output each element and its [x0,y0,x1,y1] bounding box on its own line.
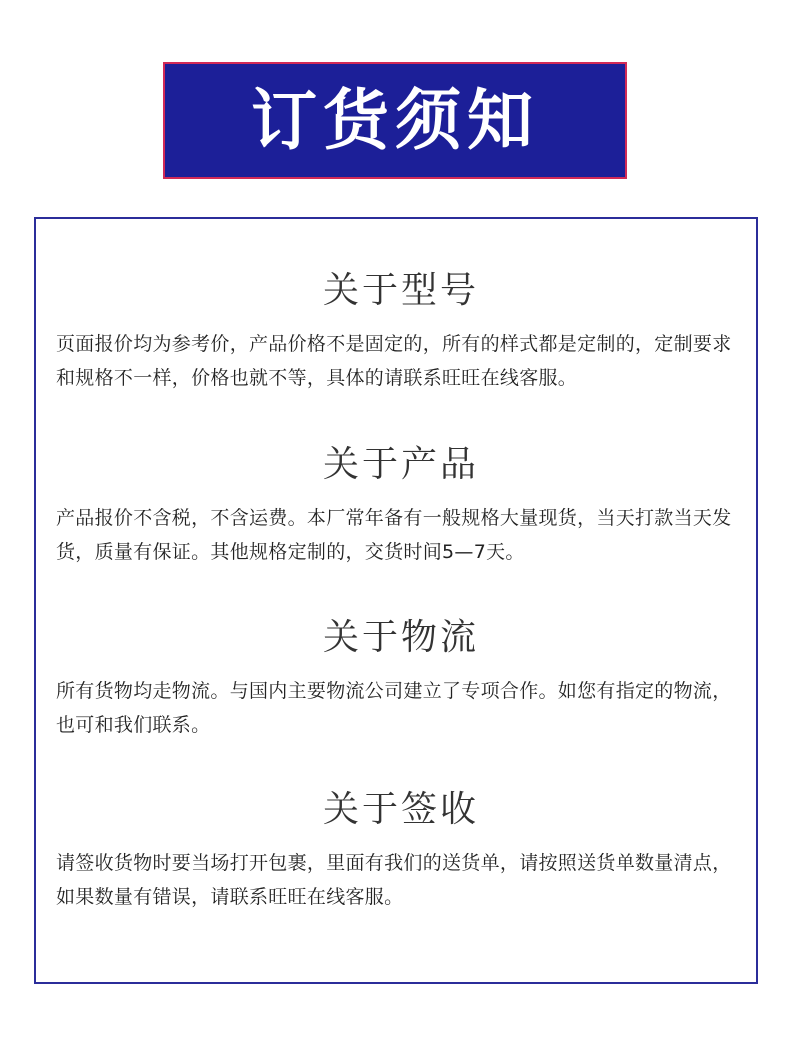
section-heading: 关于产品 [322,444,479,485]
section-logistics [56,617,746,742]
section-body: 产品报价不含税，不含运费。本厂常年备有一般规格大量现货，当天打款当天发货，质量有保证。其他规格定制的，交货时间5—7天。 [56,507,732,563]
notice-box [34,217,758,984]
section-body: 页面报价均为参考价，产品价格不是固定的，所有的样式都是定制的，定制要求和规格不一样，价格也就不等，具体的请联系旺旺在线客服。 [56,333,732,389]
section-model [56,270,746,395]
section-body: 请签收货物时要当场打开包裹，里面有我们的送货单，请按照送货单数量清点，如果数量有错误，请联系旺旺在线客服。 [56,852,732,908]
page-title: 订货须知 [251,81,539,159]
title-banner [163,62,627,179]
section-heading: 关于型号 [322,270,479,311]
section-body: 所有货物均走物流。与国内主要物流公司建立了专项合作。如您有指定的物流，也可和我们联系。 [56,680,732,736]
section-product [56,444,746,569]
section-heading: 关于签收 [322,789,479,830]
section-heading: 关于物流 [322,617,479,658]
section-signing [56,789,746,914]
